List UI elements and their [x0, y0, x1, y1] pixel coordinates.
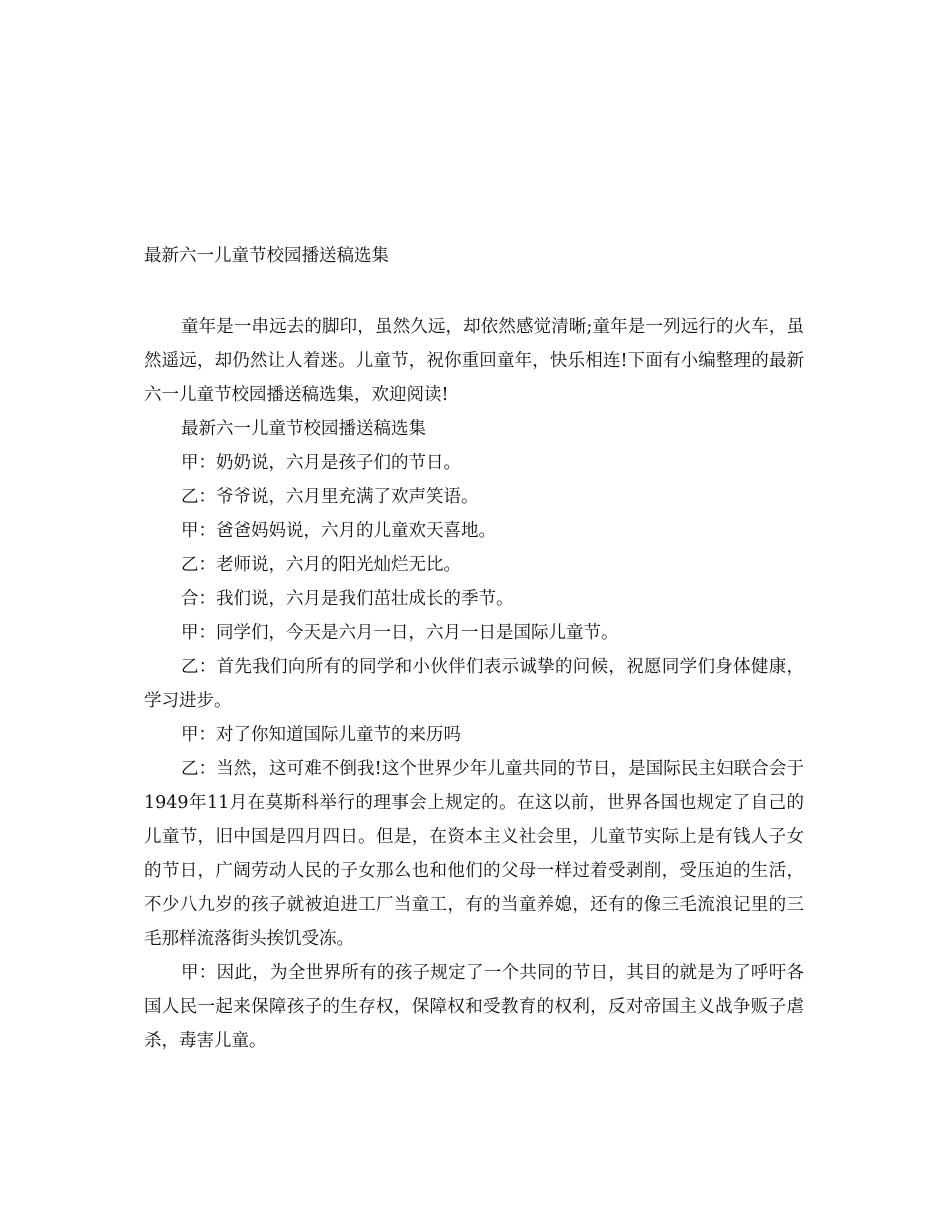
paragraph-history: 乙：当然，这可难不倒我!这个世界少年儿童共同的节日，是国际民主妇联合会于1949年11月在莫斯科举行的理事会上规定的。在这以前，世界各国也规定了自己的儿童节，旧中国是四月四日。但是，在资本主义社会里，儿童节实际上是有钱人子女的节日，广阔劳动人民的子女那么也和他们的父母一样过着受剥削，受压迫的生活，不少八九岁的孩子就被迫进工厂当童工，有的当童养媳，还有的像三毛流浪记里的三毛那样流落街头挨饥受冻。: [144, 759, 804, 949]
paragraph-purpose: 甲：因此，为全世界所有的孩子规定了一个共同的节日，其目的就是为了呼吁各国人民一起来保障孩子的生存权，保障权和受教育的权利，反对帝国主义战争贩子虐杀，毒害儿童。: [144, 963, 804, 1051]
document-body: [144, 310, 804, 1058]
paragraph-line: 甲：对了你知道国际儿童节的来历吗: [181, 725, 461, 745]
paragraph-line: 合：我们说，六月是我们茁壮成长的季节。: [181, 589, 514, 609]
paragraph-intro: 童年是一串远去的脚印，虽然久远，却依然感觉清晰;童年是一列远行的火车，虽然遥远，却仍然让人着迷。儿童节，祝你重回童年，快乐相连!下面有小编整理的最新六一儿童节校园播送稿选集，欢迎阅读!: [144, 317, 804, 405]
paragraph-line: 甲：同学们，今天是六月一日，六月一日是国际儿童节。: [181, 623, 619, 643]
document-title: 最新六一儿童节校园播送稿选集: [144, 246, 389, 266]
paragraph-line: 乙：老师说，六月的阳光灿烂无比。: [181, 555, 461, 575]
paragraph-line: 乙：爷爷说，六月里充满了欢声笑语。: [181, 487, 479, 507]
paragraph-subtitle: 最新六一儿童节校园播送稿选集: [181, 419, 426, 439]
paragraph-line: 甲：奶奶说，六月是孩子们的节日。: [181, 453, 461, 473]
paragraph-line: 甲：爸爸妈妈说，六月的儿童欢天喜地。: [181, 521, 496, 541]
paragraph-line: 乙：首先我们向所有的同学和小伙伴们表示诚挚的问候，祝愿同学们身体健康，学习进步。: [144, 657, 804, 711]
